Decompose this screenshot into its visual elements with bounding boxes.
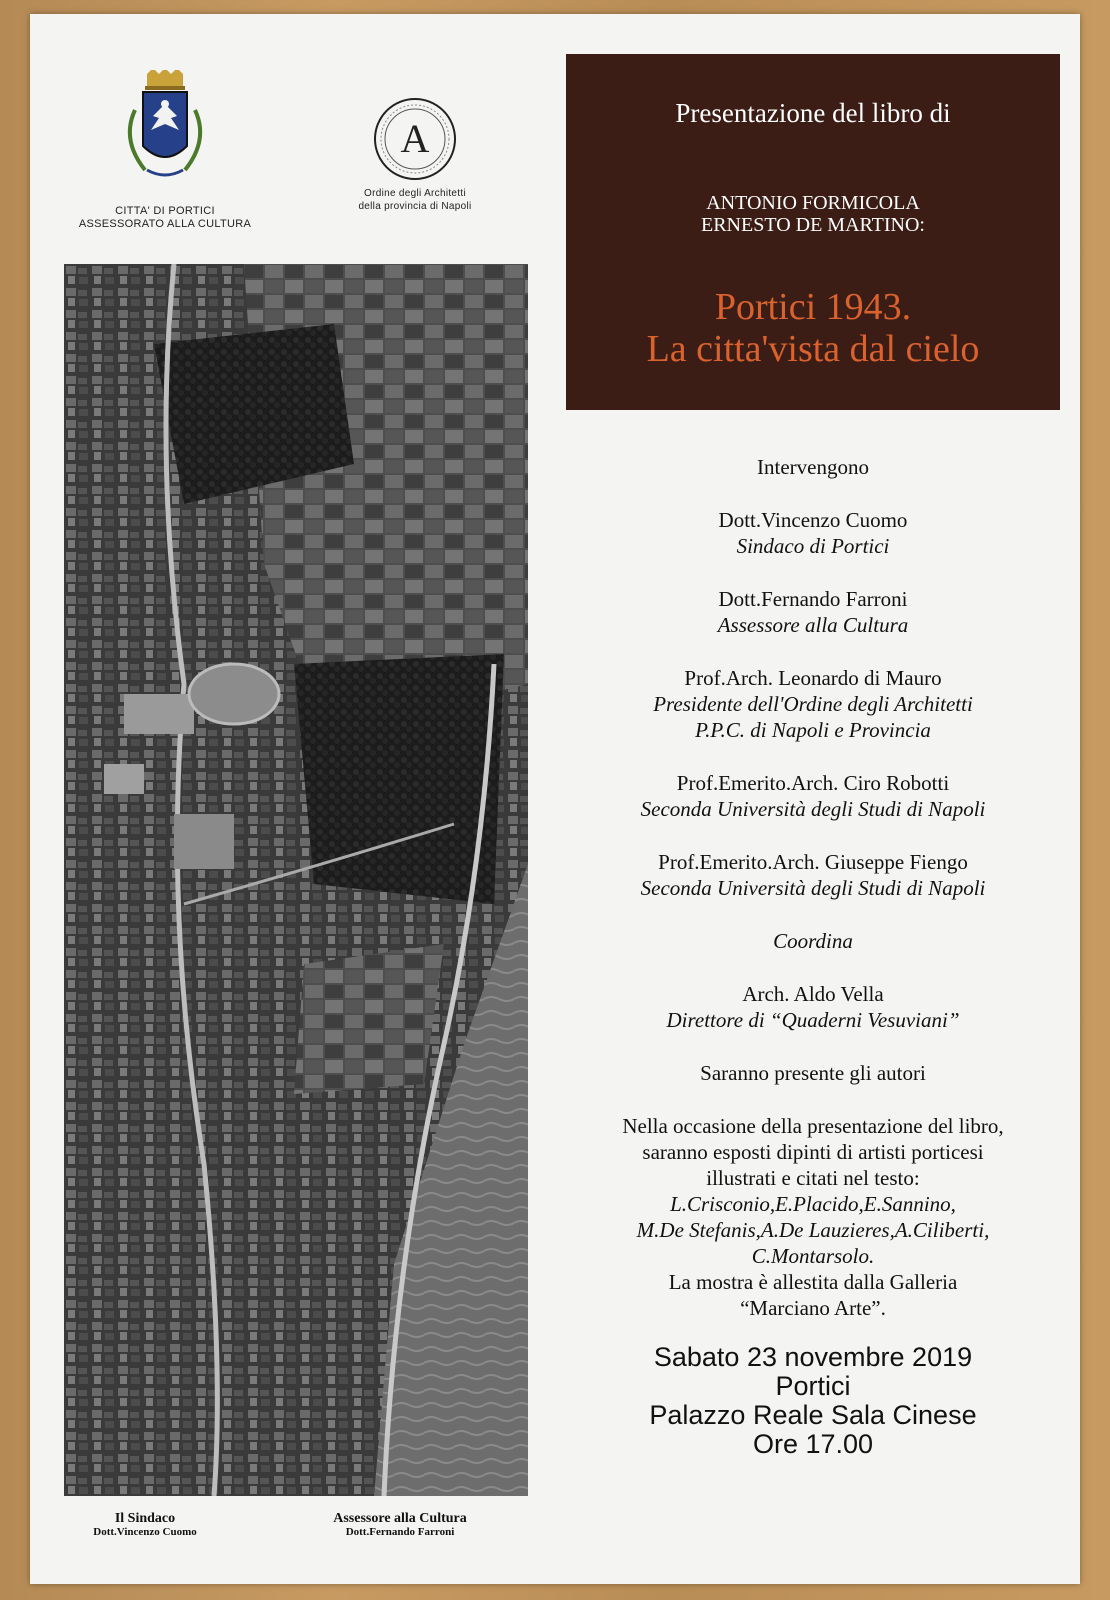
event-date: Sabato 23 novembre 2019	[653, 1342, 973, 1372]
event-time: Ore 17.00	[752, 1429, 874, 1459]
speaker-3-name: Prof.Arch. Leonardo di Mauro	[684, 666, 942, 690]
coordinator-role: Direttore di “Quaderni Vesuviani”	[666, 1008, 960, 1032]
signature-assessor	[310, 1511, 490, 1539]
authors-block	[566, 192, 1060, 236]
speaker-3-role-1: Presidente dell'Ordine degli Architetti	[653, 692, 973, 716]
architects-order-emblem	[350, 96, 480, 213]
presentation-heading: Presentazione del libro di	[675, 98, 951, 128]
speaker-2-name: Dott.Fernando Farroni	[718, 587, 908, 611]
city-name: CITTA' DI PORTICI	[115, 205, 215, 217]
speaker-5-name: Prof.Emerito.Arch. Giuseppe Fiengo	[658, 850, 968, 874]
architects-order-line1: Ordine degli Architetti	[364, 188, 466, 199]
intervengono-heading: Intervengono	[757, 455, 869, 479]
event-city: Portici	[775, 1371, 851, 1401]
exhibit-line-3: illustrati e citati nel testo:	[706, 1166, 920, 1190]
architects-seal-letter: A	[400, 116, 430, 161]
speaker-5-role: Seconda Università degli Studi di Napoli	[640, 876, 986, 900]
speaker-1-name: Dott.Vincenzo Cuomo	[718, 508, 908, 532]
title-box	[566, 54, 1060, 410]
exhibit-artists-3: C.Montarsolo.	[751, 1244, 875, 1268]
mayor-title: Il Sindaco	[114, 1511, 176, 1526]
speaker-4-name: Prof.Emerito.Arch. Ciro Robotti	[676, 771, 950, 795]
assessor-name: Dott.Fernando Farroni	[345, 1526, 455, 1538]
exhibit-artists-2: M.De Stefanis,A.De Lauzieres,A.Ciliberti,	[636, 1218, 990, 1242]
book-title-line1: Portici 1943.	[714, 286, 912, 328]
aerial-photo-image	[64, 264, 528, 1496]
aerial-photo	[64, 264, 528, 1496]
speaker-3-role-2: P.P.C. di Napoli e Provincia	[695, 718, 931, 742]
book-title	[566, 286, 1060, 370]
author-2: ERNESTO DE MARTINO:	[701, 214, 925, 236]
mayor-name: Dott.Vincenzo Cuomo	[93, 1526, 197, 1538]
exhibit-line-1: Nella occasione della presentazione del libro,	[622, 1114, 1004, 1138]
program-section	[566, 454, 1060, 1459]
poster	[30, 14, 1080, 1584]
speaker-1-role: Sindaco di Portici	[736, 534, 890, 558]
speaker-2-role: Assessore alla Cultura	[717, 613, 909, 637]
coordinator-name: Arch. Aldo Vella	[742, 982, 884, 1006]
exhibit-artists-1: L.Crisconio,E.Placido,E.Sannino,	[670, 1192, 956, 1216]
authors-present-note: Saranno presente gli autori	[700, 1061, 926, 1085]
speaker-4-role: Seconda Università degli Studi di Napoli	[640, 797, 986, 821]
city-coat-of-arms-icon	[115, 70, 215, 200]
assessor-title: Assessore alla Cultura	[333, 1511, 467, 1526]
event-venue: Palazzo Reale Sala Cinese	[649, 1400, 977, 1430]
exhibit-line-4: La mostra è allestita dalla Galleria	[668, 1270, 958, 1294]
exhibit-line-5: “Marciano Arte”.	[740, 1296, 886, 1320]
city-emblem	[70, 70, 260, 231]
signature-mayor	[70, 1511, 220, 1539]
author-1: ANTONIO FORMICOLA	[706, 192, 920, 214]
architects-seal-icon	[372, 96, 458, 182]
architects-order-line2: della provincia di Napoli	[358, 201, 472, 212]
exhibit-line-2: saranno esposti dipinti di artisti porticesi	[642, 1140, 984, 1164]
city-department: ASSESSORATO ALLA CULTURA	[78, 218, 252, 230]
coordina-heading: Coordina	[773, 929, 853, 953]
book-title-line2: La citta'vista dal cielo	[646, 328, 980, 370]
